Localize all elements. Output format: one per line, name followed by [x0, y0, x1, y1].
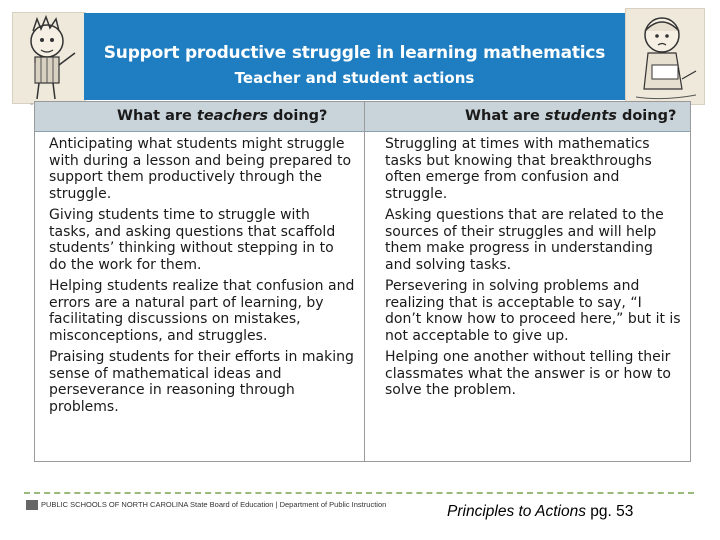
student-action-item: Persevering in solving problems and realizing that is acceptable to say, “I don’t know how to proceed here,” but it is not acceptable to give up.	[385, 278, 681, 344]
cartoon-girl-image	[625, 8, 705, 105]
header-banner	[84, 13, 625, 100]
cartoon-boy-drawing	[13, 13, 85, 103]
students-column-header	[465, 108, 676, 124]
teacher-action-item: Helping students realize that confusion and errors are a natural part of learning, by facilitating discussions on mistakes, misconceptions, and struggles.	[49, 278, 355, 344]
teachers-header-prefix: What are	[117, 108, 197, 124]
footer-logo-text: PUBLIC SCHOOLS OF NORTH CAROLINA State Board of Education | Department of Public Instruction	[41, 500, 387, 509]
teachers-header-suffix: doing?	[268, 108, 328, 124]
citation-page: pg. 53	[586, 503, 634, 520]
column-divider	[364, 102, 365, 461]
students-header-suffix: doing?	[616, 108, 677, 124]
cartoon-girl-drawing	[626, 9, 704, 104]
student-action-item: Helping one another without telling their classmates what the answer is or how to solve the problem.	[385, 349, 671, 398]
student-actions-column	[385, 136, 681, 404]
citation	[447, 503, 633, 521]
table-header-row	[35, 102, 690, 132]
stray-mark: -	[30, 99, 34, 110]
footer-logo	[26, 500, 388, 514]
page-subtitle: Teacher and student actions	[234, 69, 475, 87]
teacher-action-item: Anticipating what students might struggle with during a lesson and being prepared to support them productively through the struggle.	[49, 136, 352, 202]
students-header-emph: students	[544, 108, 617, 124]
cartoon-boy-image	[12, 12, 86, 104]
actions-table	[34, 101, 691, 462]
page-title: Support productive struggle in learning mathematics	[103, 43, 606, 63]
teacher-action-item: Praising students for their efforts in making sense of mathematical ideas and perseverance in reasoning through problems.	[49, 349, 354, 415]
teacher-actions-column	[49, 136, 355, 420]
teacher-action-item: Giving students time to struggle with tasks, and asking questions that scaffold students’ thinking without stepping in to do the work for them.	[49, 207, 336, 273]
student-action-item: Struggling at times with mathematics tasks but knowing that breakthroughs often emerge from confusion and struggle.	[385, 136, 652, 202]
students-header-prefix: What are	[465, 108, 545, 124]
student-action-item: Asking questions that are related to the sources of their struggles and will help them make progress in understanding and solving tasks.	[385, 207, 664, 273]
citation-book: Principles to Actions	[447, 503, 586, 520]
teachers-column-header	[117, 108, 327, 124]
footer-divider	[24, 492, 694, 494]
nc-logo-icon	[26, 500, 38, 510]
teachers-header-emph: teachers	[196, 108, 268, 124]
